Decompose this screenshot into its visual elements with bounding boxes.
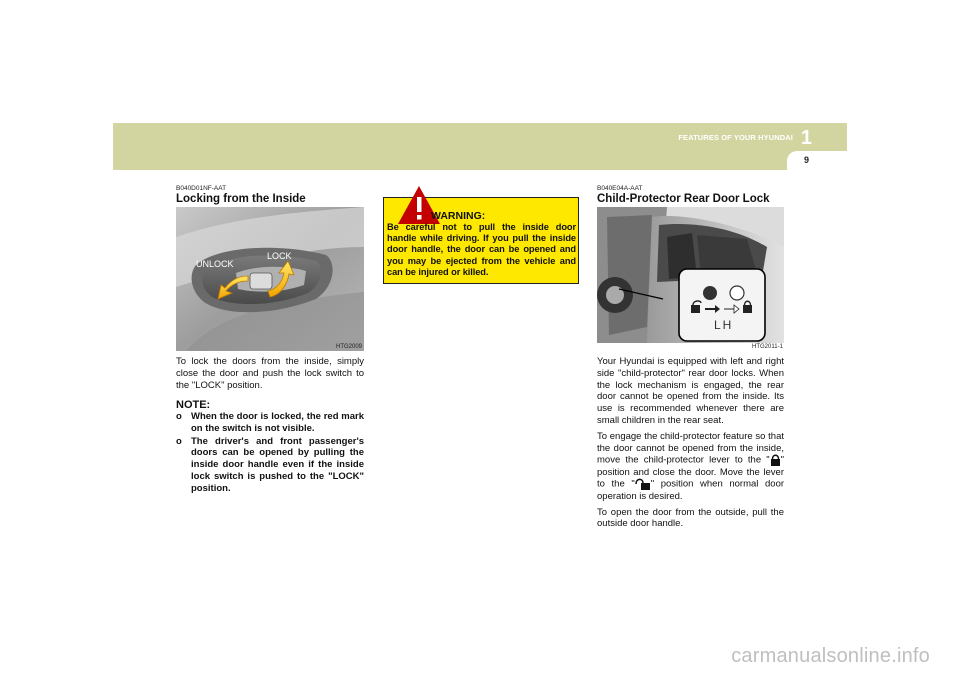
note-item: o When the door is locked, the red mark on the switch is not visible. [176,411,364,434]
footer-watermark: carmanualsonline.info [731,645,930,667]
warning-body: Be careful not to pull the inside door handle while driving. If you pull the inside door handle, the door can be opened and you may be ejected from the vehicle and can be injured or killed. [387,222,576,277]
section-title-right: Child-Protector Rear Door Lock [597,193,770,205]
figure-code-right: HTG2011-1 [752,344,783,350]
unlocked-icon [635,478,651,490]
chapter-number: 1 [800,127,812,149]
door-handle-photo [176,207,364,351]
warning-title: WARNING: [431,210,486,222]
chapter-header-bar [113,123,847,170]
paragraph: To open the door from the outside, pull the outside door handle. [597,506,784,530]
page-number: 9 [803,155,809,165]
figure-child-protector [597,207,784,343]
body-text-left: To lock the doors from the inside, simply close the door and push the lock switch to the "LOCK" position. [176,356,364,391]
warning-box [383,197,579,284]
section-code-left: B040D01NF-AAT [176,185,227,192]
locked-icon [770,454,781,466]
paragraph: Your Hyundai is equipped with left and right side "child-protector" rear door locks. When the lock mechanism is engaged, the rear door cannot be opened from the inside. Its use is recommended whenever there are small children in the rear seat. [597,356,784,426]
figure-label-lock: LOCK [267,251,292,261]
figure-door-lock-inside [176,207,364,351]
page-number-tab [787,151,847,170]
section-code-right: B040E04A-AAT [597,185,643,192]
inset-label-lh: LH [714,318,734,332]
figure-code-left: HTG2009 [336,344,363,350]
body-text-right [597,356,784,534]
paragraph: To engage the child-protector feature so that the door cannot be opened from the inside, move the child-protector lever to the " " position and close the door. Move the lever to the " " position when normal door operation is desired. [597,430,785,502]
note-list [176,411,364,496]
note-title: NOTE: [176,399,211,411]
rear-door-photo [597,207,784,343]
section-title-left: Locking from the Inside [176,193,306,205]
chapter-title: FEATURES OF YOUR HYUNDAI [678,133,793,142]
note-item: o The driver's and front passenger's doors can be opened by pulling the inside door handle even if the inside lock switch is pushed to the "LOCK" position. [176,435,364,494]
figure-label-unlock: UNLOCK [196,259,234,269]
